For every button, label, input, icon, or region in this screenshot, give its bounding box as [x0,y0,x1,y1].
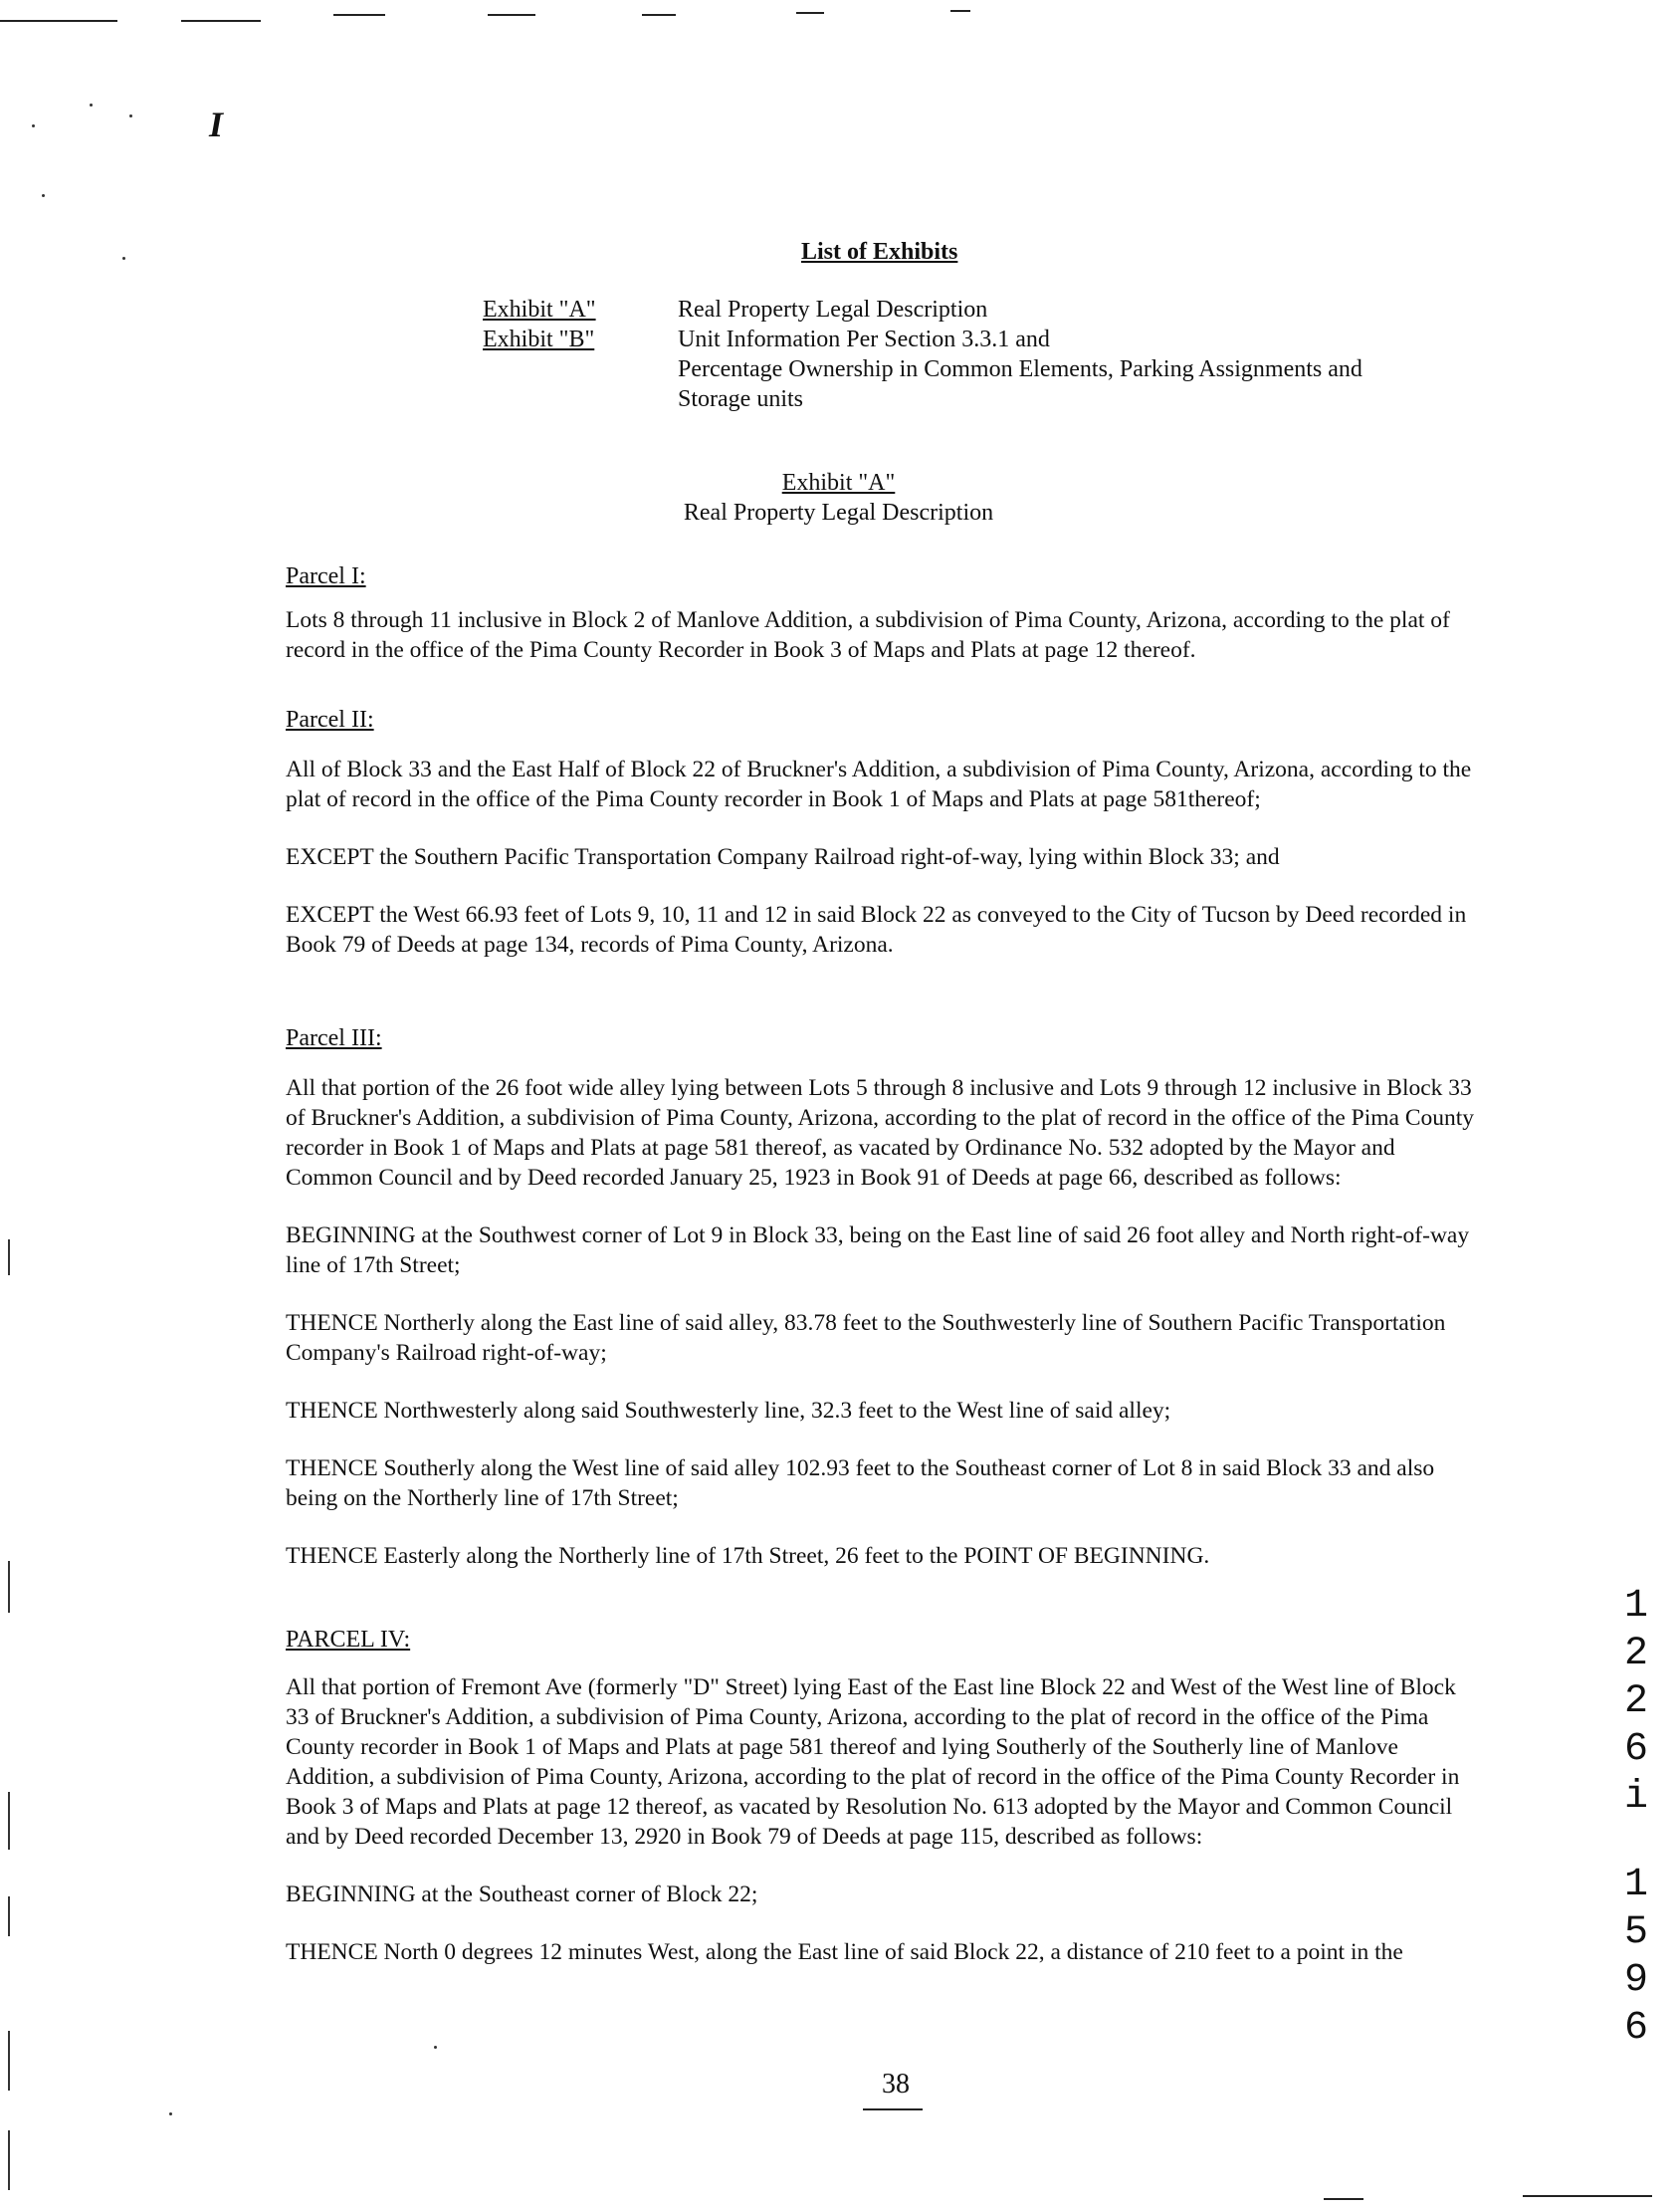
stamp-digit: 6 [1623,1727,1648,1772]
exhibit-label: Exhibit "B" [483,327,595,352]
exhibit-description [678,295,1408,325]
scan-artifact-line [950,10,970,12]
scan-artifact-dot [129,114,132,117]
parcel-body [286,755,1480,960]
parcel-paragraph: All that portion of the 26 foot wide alley lying between Lots 5 through 8 inclusive and Lots 9 through 12 inclusive in Block 33 of Bruckner's Addition, a subdivision of Pima County, Arizona, according to the plat of record in the office of the Pima County recorder in Book 1 of Maps and Plats at page 581 thereof, as vacated by Ordinance No. 532 adopted by the Mayor and Common Council and by Deed recorded January 25, 1923 in Book 91 of Deeds at page 66, described as follows: [286,1075,1475,1191]
scan-artifact-edge-mark [8,1239,10,1275]
scan-artifact-dot [122,257,125,260]
scan-artifact-dot [32,124,35,127]
parcel-paragraph: EXCEPT the Southern Pacific Transportation Company Railroad right-of-way, lying within Block 33; and [286,844,1280,870]
parcel-label: PARCEL IV: [286,1627,411,1653]
exhibit-description-line: Storage units [678,386,803,412]
exhibit-label: Exhibit "A" [483,297,596,323]
scan-artifact-line [642,14,676,16]
stamp-digit: 2 [1623,1632,1648,1676]
stamp-digit: 9 [1623,1958,1648,2003]
parcel-body [286,1073,1480,1571]
scan-artifact-dot [169,2112,172,2115]
stamp-digit: 5 [1623,1910,1648,1955]
parcel-label: Parcel I: [286,563,366,589]
corner-handwritten-mark: I [209,105,224,144]
exhibit-description-line: Percentage Ownership in Common Elements, Parking Assignments and [678,356,1363,382]
exhibit-list-item [483,295,1408,325]
page-number: 38 [882,2069,910,2100]
parcel-paragraph: THENCE North 0 degrees 12 minutes West, along the East line of said Block 22, a distance of 210 feet to a point in the [286,1939,1403,1965]
exhibit-description-line: Real Property Legal Description [678,297,988,323]
scan-artifact-edge-mark [8,1896,10,1936]
recording-number-stamp [1616,1583,1656,2053]
scan-artifact-edge-mark [8,2130,10,2190]
parcel-label: Parcel II: [286,707,374,733]
stamp-digit: 2 [1623,1679,1648,1724]
exhibit-a-heading [0,468,1677,528]
parcel-paragraph: EXCEPT the West 66.93 feet of Lots 9, 10, 11 and 12 in said Block 22 as conveyed to the City of Tucson by Deed recorded in Book 79 of Deeds at page 134, records of Pima County, Arizona. [286,902,1467,958]
scan-artifact-line [333,14,385,16]
stamp-digit: i [1623,1775,1648,1820]
exhibit-description-line: Unit Information Per Section 3.3.1 and [678,327,1050,352]
parcel-paragraph: All of Block 33 and the East Half of Block 22 of Bruckner's Addition, a subdivision of Pima County, Arizona, according to the plat of record in the office of the Pima County recorder in Book 1 of Maps and Plats at page 581thereof; [286,757,1472,812]
scan-artifact-line [1523,2195,1652,2197]
exhibit-a-title: Exhibit "A" [781,470,896,496]
parcel-paragraph: Lots 8 through 11 inclusive in Block 2 of Manlove Addition, a subdivision of Pima County, Arizona, according to the plat of record in the office of the Pima County Recorder in Book 3 of Maps and Plats at page 12 thereof. [286,607,1450,663]
exhibit-a-subtitle: Real Property Legal Description [683,500,994,526]
scan-artifact-line [0,20,117,22]
parcel-paragraph: THENCE Northwesterly along said Southwesterly line, 32.3 feet to the West line of said alley; [286,1398,1171,1424]
scan-artifact-edge-mark [8,2031,10,2091]
parcel-label: Parcel III: [286,1025,382,1051]
parcel-paragraph: THENCE Easterly along the Northerly line of 17th Street, 26 feet to the POINT OF BEGINNING. [286,1543,1210,1569]
scan-artifact-edge-mark [8,1561,10,1613]
parcel-body [286,1672,1480,1967]
stamp-digit: 1 [1623,1584,1648,1629]
exhibit-list [483,295,1408,414]
stamp-digit: 1 [1623,1863,1648,1907]
scan-artifact-dot [90,104,93,107]
scan-artifact-line [181,20,261,22]
scan-artifact-line [1324,2198,1363,2200]
stamp-gap [1616,1822,1656,1862]
parcel-paragraph: THENCE Southerly along the West line of said alley 102.93 feet to the Southeast corner of Lot 8 in said Block 33 and also being on the Northerly line of 17th Street; [286,1455,1435,1511]
scan-artifact-dot [434,2046,437,2049]
scan-artifact-dot [42,194,45,197]
scan-artifact-line [796,12,824,14]
list-of-exhibits-title: List of Exhibits [801,239,958,265]
scan-artifact-edge-mark [8,1792,10,1850]
exhibit-description [678,325,1408,414]
stamp-digit: 6 [1623,2006,1648,2051]
parcel-paragraph: BEGINNING at the Southwest corner of Lot 9 in Block 33, being on the East line of said 26 foot alley and North right-of-way line of 17th Street; [286,1222,1470,1278]
parcel-paragraph: BEGINNING at the Southeast corner of Block 22; [286,1881,758,1907]
parcel-paragraph: All that portion of Fremont Ave (formerly "D" Street) lying East of the East line Block 22 and West of the West line of Block 33 of Bruckner's Addition, a subdivision of Pima County, Arizona, according to the plat of record in the office of the Pima County recorder in Book 1 of Maps and Plats at page 581 thereof and lying Southerly of the Southerly line of Manlove Addition, a subdivision of Pima County, Arizona, according to the plat of record in the office of the Pima County Recorder in Book 3 of Maps and Plats at page 12 thereof, as vacated by Resolution No. 613 adopted by the Mayor and Common Council and by Deed recorded December 13, 2920 in Book 79 of Deeds at page 115, described as follows: [286,1674,1460,1850]
exhibit-list-item [483,325,1408,414]
scan-artifact-line [488,14,535,16]
page-number-rule [863,2108,923,2110]
parcel-body [286,605,1480,665]
parcel-paragraph: THENCE Northerly along the East line of said alley, 83.78 feet to the Southwesterly line of Southern Pacific Transportation Company's Railroad right-of-way; [286,1310,1446,1366]
